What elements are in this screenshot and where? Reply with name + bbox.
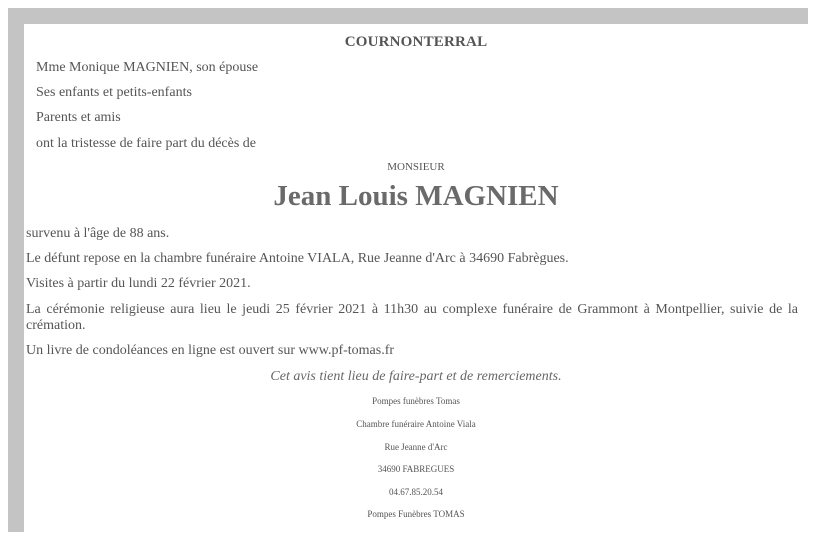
visits-line: Visites à partir du lundi 22 février 2021. [26, 276, 251, 291]
family-line-relatives: Parents et amis [36, 110, 121, 125]
ceremony-paragraph: La cérémonie religieuse aura lieu le jeudi 25 février 2021 à 11h30 au complexe funéraire de Grammont à Montpellier, suivie de la crémation. [26, 302, 798, 333]
notice-frame [8, 8, 808, 532]
footer-phone: 04.67.85.20.54 [389, 487, 443, 497]
family-line-children: Ses enfants et petits-enfants [36, 85, 192, 100]
notice-remark: Cet avis tient lieu de faire-part et de remerciements. [270, 369, 562, 384]
family-line-spouse: Mme Monique MAGNIEN, son épouse [36, 60, 259, 75]
footer-street: Rue Jeanne d'Arc [384, 442, 448, 452]
deceased-name: Jean Louis MAGNIEN [273, 180, 559, 212]
condolences-line: Un livre de condoléances en ligne est ouvert sur www.pf-tomas.fr [26, 343, 395, 358]
age-line: survenu à l'âge de 88 ans. [26, 226, 170, 241]
town-heading: COURNONTERRAL [344, 34, 488, 50]
repose-line: Le défunt repose en la chambre funéraire Antoine VIALA, Rue Jeanne d'Arc à 34690 Fabrègues. [26, 251, 569, 266]
footer-signature: Pompes Funèbres TOMAS [367, 509, 465, 519]
footer-city: 34690 FABREGUES [377, 464, 455, 474]
honorific: MONSIEUR [387, 161, 445, 173]
footer-company: Pompes funèbres Tomas [372, 396, 460, 406]
family-line-announcement: ont la tristesse de faire part du décès de [36, 136, 257, 151]
notice-body [24, 24, 808, 540]
footer-chamber: Chambre funéraire Antoine Viala [356, 419, 476, 429]
